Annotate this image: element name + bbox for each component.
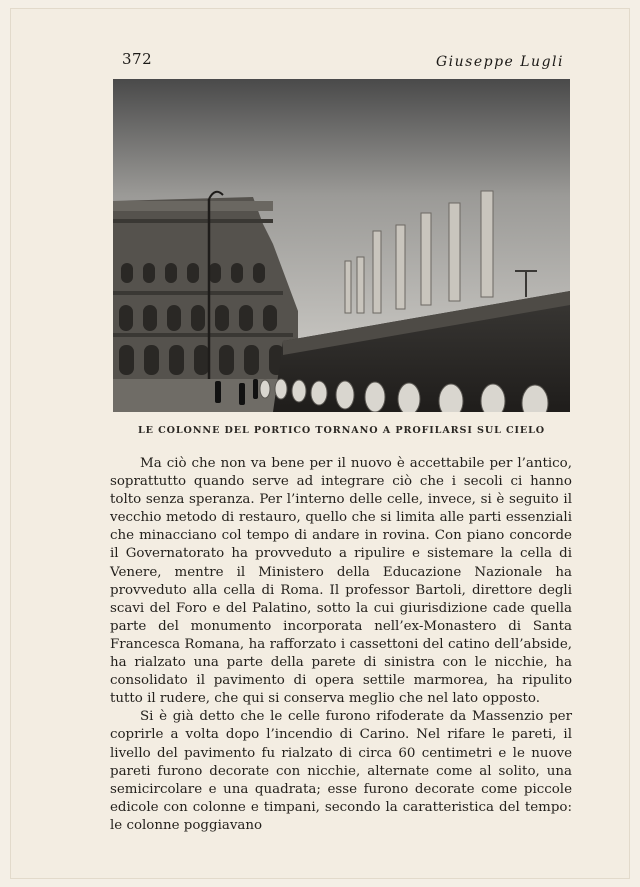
photo-illustration [113, 79, 570, 412]
paragraph: Ma ciò che non va bene per il nuovo è accettabile per l’antico, soprattutto quando serve ad integrare ciò che i secoli ci hanno tolto senza speranza. Per l’interno delle celle, invece, si è seguito il vecchio metodo di restauro, quello che si limita alle parti essenziali che minacciano col tempo di andare in rovina. Con piano concorde il Governatorato ha provveduto a ripulire e sistemare la cella di Venere, mentre il Ministero della Educazione Nazionale ha provveduto alla cella di Roma. Il professor Bartoli, direttore degli scavi del Foro e del Palatino, sotto la cui giurisdizione cade quella parte del monumento incorporata nell’ex-Monastero di Santa Francesca Romana, ha rafforzato i cassettoni del catino dell’abside, ha rialzato una parte della parete di sinistra con le nicchie, ha consolidato il pavimento di opera settile marmorea, ha ripulito tutto il rudere, che qui si conserva meglio che nel lato opposto. [110, 456, 572, 707]
page-number: 372 [122, 50, 153, 68]
running-head-author: Giuseppe Lugli [435, 54, 564, 70]
figure-caption: LE COLONNE DEL PORTICO TORNANO A PROFILARSI SUL CIELO [137, 425, 546, 436]
colosseum-photograph [113, 79, 570, 412]
body-text [110, 455, 572, 835]
paragraph: Si è già detto che le celle furono rifoderate da Massenzio per coprirle a volta dopo l’incendio di Carino. Nel rifare le pareti, il livello del pavimento fu rialzato di circa 60 centimetri e le nuove pareti furono decorate con nicchie, alternate come al solito, una semicircolare e una quadrata; esse furono decorate come piccole edicole con colonne e timpani, secondo la caratteristica del tempo: le colonne poggiavano [110, 709, 572, 833]
